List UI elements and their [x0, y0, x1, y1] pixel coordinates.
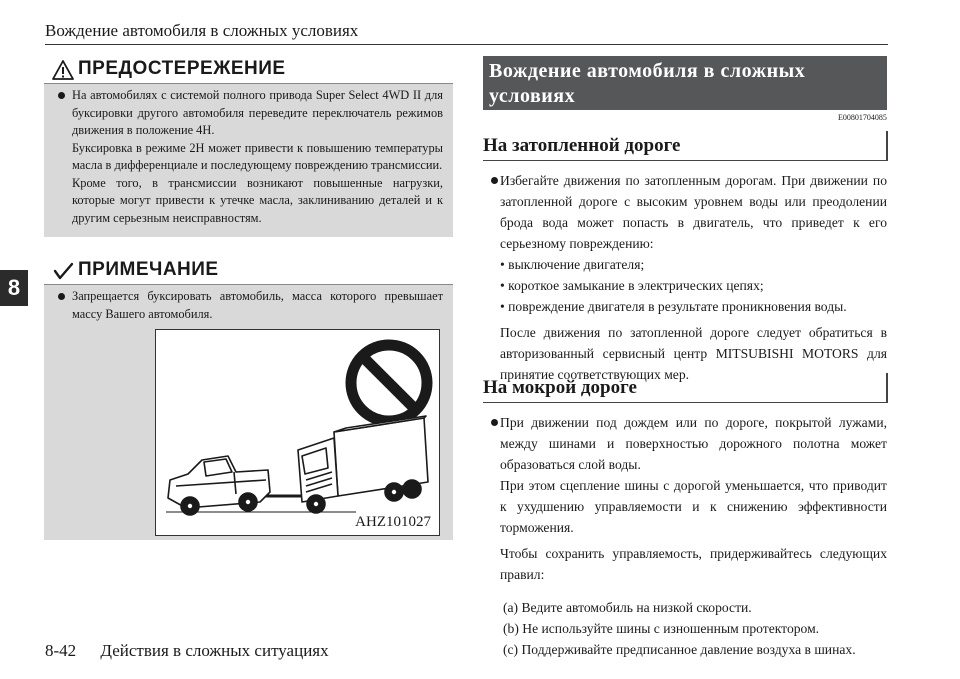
- wet-paragraph-3: Чтобы сохранить управляемость, придерживайтесь следующих правил:: [500, 546, 887, 582]
- section-title: [489, 59, 805, 109]
- wet-content: [491, 412, 887, 660]
- section-title-box: [483, 56, 887, 110]
- subheading-tick: [886, 131, 888, 161]
- page-footer: [45, 641, 329, 661]
- bullet-dot: [58, 293, 65, 300]
- warning-box: [44, 57, 453, 237]
- illustration-code: AHZ101027: [355, 514, 431, 530]
- page-number: 8-42: [45, 641, 77, 660]
- wet-paragraph-2: При этом сцепление шины с дорогой уменьшается, что приводит к ухудшению управляемости и к снижению эффективности торможения.: [500, 478, 887, 535]
- subheading-rule: [483, 160, 887, 161]
- warning-triangle-icon: [52, 59, 74, 81]
- prohibition-icon: [351, 345, 427, 421]
- subheading-wet: На мокрой дороге: [483, 377, 637, 398]
- chapter-tab: 8: [0, 270, 28, 306]
- document-code: E00801704085: [838, 113, 887, 122]
- subheading-rule: [483, 402, 887, 403]
- wet-rule-b: (b) Не используйте шины с изношенным протектором.: [503, 621, 820, 636]
- checkmark-icon: [52, 260, 74, 282]
- section-title-line-2: условиях: [489, 85, 576, 107]
- warning-body: [58, 87, 443, 227]
- pickup-truck: [168, 456, 270, 515]
- towing-trucks-drawing: [156, 330, 438, 534]
- bullet-dot: [491, 419, 498, 426]
- warning-label: ПРЕДОСТЕРЕЖЕНИЕ: [78, 58, 286, 79]
- warning-paragraph-3: Кроме того, в трансмиссии возникают повышенные нагрузки, которые могут привести к утечке масла, заклиниванию деталей и к другим серьезным неисправностям.: [72, 175, 443, 225]
- warning-header: [44, 57, 453, 84]
- warning-paragraph-2: Буксировка в режиме 2H может привести к повышению температуры масла в дифференциале и последующему повреждению трансмиссии.: [72, 140, 443, 172]
- note-label: ПРИМЕЧАНИЕ: [78, 259, 219, 280]
- bullet-dot: [58, 92, 65, 99]
- section-title-line-1: Вождение автомобиля в сложных: [489, 60, 806, 82]
- wet-rules-list: [491, 597, 887, 660]
- note-header: [44, 258, 453, 285]
- wet-rule-c: (c) Поддерживайте предписанное давление воздуха в шинах.: [503, 642, 856, 657]
- subheading-tick: [886, 373, 888, 403]
- footer-chapter-title: Действия в сложных ситуациях: [100, 641, 329, 660]
- flooded-item-1: • выключение двигателя;: [500, 257, 645, 272]
- wet-rule-a: (a) Ведите автомобиль на низкой скорости.: [503, 600, 752, 615]
- wet-bullet-text: При движении под дождем или по дороге, покрытой лужами, между шинами и поверхностью дорожного полотна может образоваться слой воды.: [500, 415, 887, 472]
- large-truck: [298, 416, 428, 513]
- flooded-item-2: • короткое замыкание в электрических цепях;: [500, 278, 764, 293]
- flooded-content: [491, 170, 887, 385]
- header-divider: [45, 44, 888, 45]
- towing-illustration: [155, 329, 440, 536]
- note-text: Запрещается буксировать автомобиль, масса которого превышает массу Вашего автомобиля.: [72, 289, 443, 321]
- flooded-bullet-text: Избегайте движения по затопленным дорогам. При движении по затопленной дороге с высоким уровнем воды или преодолении брода вода может попасть в двигатель, что приведет к его серьезному повреждению:: [500, 173, 887, 251]
- flooded-after-text: После движения по затопленной дороге следует обратиться в авторизованный сервисный центр MITSUBISHI MOTORS для принятие соответствующих мер.: [500, 325, 887, 382]
- subheading-flooded: На затопленной дороге: [483, 135, 681, 156]
- warning-paragraph-1: На автомобилях с системой полного привода Super Select 4WD II для буксировки другого автомобиля переведите переключатель режимов движения в положение 4H.: [72, 88, 443, 137]
- page-header-title: Вождение автомобиля в сложных условиях: [45, 21, 359, 40]
- note-body: [58, 288, 443, 323]
- flooded-item-3: • повреждение двигателя в результате проникновения воды.: [500, 299, 847, 314]
- bullet-dot: [491, 177, 498, 184]
